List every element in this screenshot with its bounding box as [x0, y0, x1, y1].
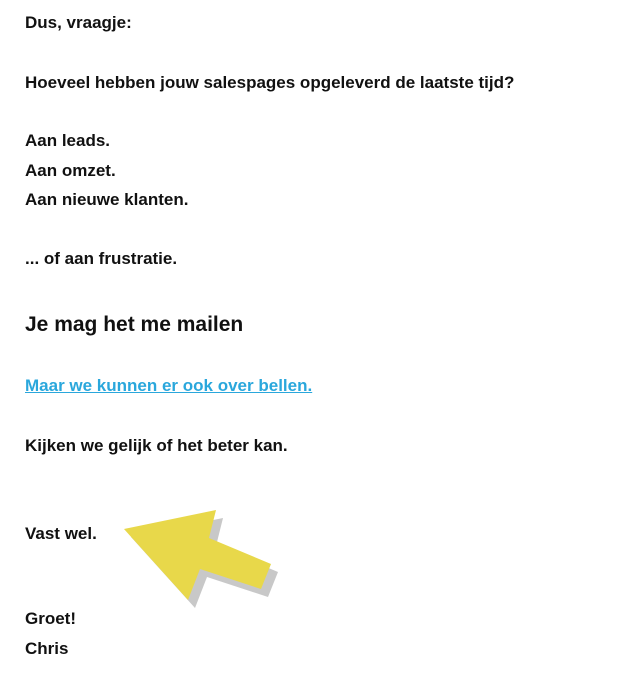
intro-text: Dus, vraagje: [25, 13, 132, 32]
confidence-text: Vast wel. [25, 524, 97, 543]
followup-text: Kijken we gelijk of het beter kan. [25, 436, 288, 455]
mail-me-heading: Je mag het me mailen [25, 313, 244, 336]
signature-text: Chris [25, 639, 69, 658]
frustration-text: ... of aan frustratie. [25, 249, 178, 268]
call-link[interactable]: Maar we kunnen er ook over bellen. [25, 376, 313, 395]
list-item-leads: Aan leads. [25, 131, 111, 150]
greeting-text: Groet! [25, 609, 76, 628]
list-item-customers: Aan nieuwe klanten. [25, 190, 189, 209]
list-item-revenue: Aan omzet. [25, 161, 116, 180]
question-text: Hoeveel hebben jouw salespages opgeleverd de laatste tijd? [25, 73, 515, 92]
arrow-pointing-up-left-icon [112, 498, 282, 610]
